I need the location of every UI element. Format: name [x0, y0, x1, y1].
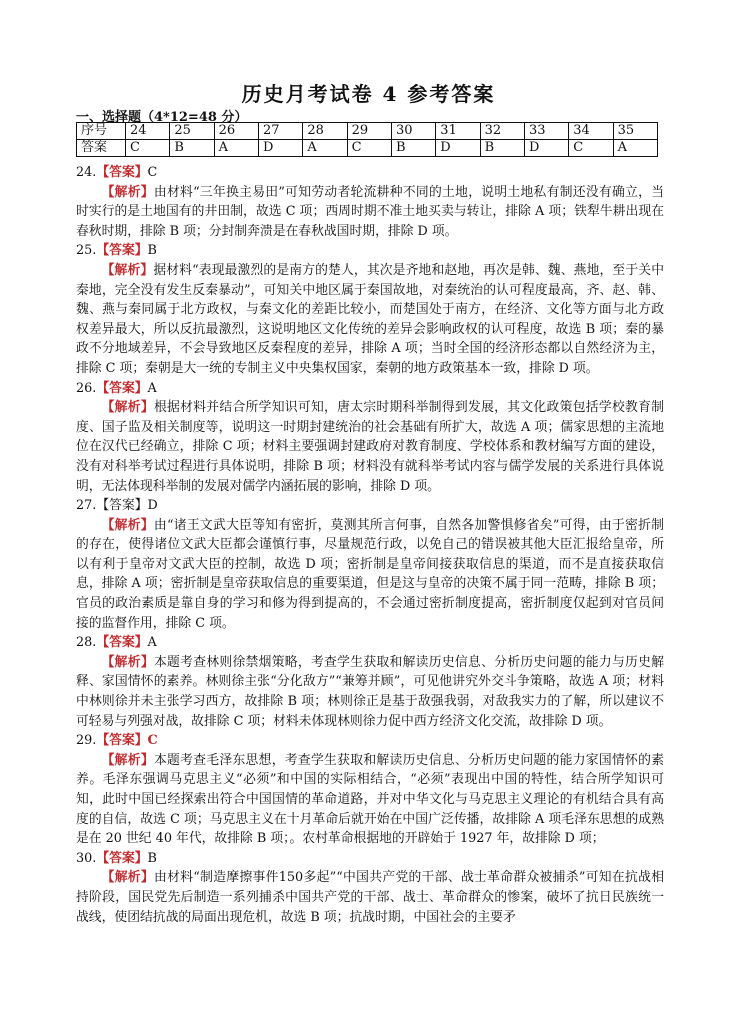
- table-cell: C: [126, 140, 170, 157]
- table-cell: B: [480, 140, 524, 157]
- row-label-number: 序号: [77, 123, 126, 140]
- table-cell: C: [347, 140, 391, 157]
- analysis-text: 本题考查毛泽东思想，考查学生获取和解读历史信息、分析历史问题的能力家国情怀的素养。毛泽东强调马克思主义“必须”和中国的实际相结合，“必须”表现出中国的特性，结合所学知识可知，此时中国已经探索出符合中国国情的革命道路，并对中华文化与马克思主义理论的有机结合具有高度的自信，故选 C 项；马克思主义在十月革命后就开始在中国广泛传播，故排除 A 项毛泽东思想的成熟是在 20 世纪 40 年代，故排除 B 项；。农村革命根据地的开辟始于 1927 年，故排除 D 项；: [76, 752, 664, 847]
- answer-value: C: [147, 733, 158, 749]
- answer-label: 【答案】: [96, 498, 148, 514]
- analysis-text: 由材料“制造摩擦事件150多起”“中国共产党的干部、战士革命群众被捕杀”可知在抗战相持阶段，国民党先后制造一系列捕杀中国共产党的干部、战士、革命群众的惨案，破坏了抗日民族统一战线，使团结抗战的局面出现危机，故选 B 项；抗战时期，中国社会的主要矛: [76, 870, 664, 925]
- question-number: 27.: [76, 498, 97, 514]
- table-cell: B: [391, 140, 435, 157]
- table-cell: A: [214, 140, 258, 157]
- answer-value: C: [147, 165, 158, 180]
- question-26-answer: [76, 379, 664, 399]
- analysis-label: 【解析】: [101, 262, 154, 278]
- question-30-answer: [76, 849, 664, 869]
- table-row-numbers: [77, 123, 658, 140]
- answer-label: 【答案】: [96, 243, 148, 259]
- question-28-answer: [76, 633, 664, 653]
- question-24-answer: [76, 163, 664, 183]
- table-cell: B: [170, 140, 214, 157]
- question-number: 24.: [76, 165, 97, 180]
- section-heading: 一、选择题（4*12=48 分）: [76, 110, 248, 125]
- analysis-label: 【解析】: [101, 752, 154, 768]
- table-cell: 24: [126, 123, 170, 140]
- table-cell: 31: [436, 123, 480, 140]
- question-30-analysis: [76, 868, 664, 927]
- table-row-answers: [77, 140, 658, 157]
- analysis-label: 【解析】: [101, 400, 154, 416]
- table-cell: D: [436, 140, 480, 157]
- question-29-answer: [76, 731, 664, 751]
- question-26-analysis: [76, 398, 664, 496]
- analysis-label: 【解析】: [101, 870, 154, 886]
- question-number: 25.: [76, 243, 97, 259]
- answer-label: 【答案】: [96, 635, 148, 651]
- answer-label: 【答案】: [96, 850, 148, 866]
- table-cell: 25: [170, 123, 214, 140]
- table-cell: 26: [214, 123, 258, 140]
- table-cell: 34: [569, 123, 613, 140]
- table-cell: A: [303, 140, 347, 157]
- question-number: 29.: [76, 733, 97, 749]
- analysis-label: 【解析】: [101, 184, 154, 200]
- question-number: 28.: [76, 635, 97, 651]
- answer-value: B: [147, 850, 157, 866]
- question-25-analysis: [76, 261, 664, 379]
- table-cell: D: [524, 140, 568, 157]
- analysis-text: 由“诸王文武大臣等知有密折，莫测其所言何事，自然各加警惧修省矣”可得，由于密折制的存在，使得诸位文武大臣都会谨慎行事，尽量规范行政，以免自己的错误被其他大臣汇报给皇帝，所以有利于皇帝对文武大臣的控制，故选 D 项；密折制是皇帝间接获取信息的渠道，而不是直接获取信息，排除 A 项；密折制是皇帝获取信息的重要渠道，但是这与皇帝的决策不属于同一范畴，排除 B 项；官员的政治素质是靠自身的学习和修为得到提高的，不会通过密折制度提高，密折制度仅起到对官员间接的监督作用，排除 C 项。: [76, 517, 664, 631]
- page-title: 历史月考试卷 4 参考答案: [241, 82, 496, 106]
- table-cell: 29: [347, 123, 391, 140]
- answer-value: D: [147, 498, 158, 514]
- row-label-answer: 答案: [77, 140, 126, 157]
- table-cell: 35: [613, 123, 657, 140]
- question-24-analysis: [76, 183, 664, 242]
- table-cell: 32: [480, 123, 524, 140]
- answer-label: 【答案】: [96, 733, 148, 749]
- question-number: 26.: [76, 380, 97, 396]
- table-cell: 28: [303, 123, 347, 140]
- question-29-analysis: [76, 751, 664, 849]
- table-cell: A: [613, 140, 657, 157]
- answer-label: 【答案】: [96, 165, 148, 180]
- analysis-text: 由材料“三年换主易田”可知劳动者轮流耕种不同的土地，说明土地私有制还没有确立，当时实行的是土地国有的井田制，故选 C 项；西周时期不准土地买卖与转让，排除 A 项；铁犁牛耕出现在春秋时期，排除 B 项；分封制奔溃是在春秋战国时期，排除 D 项。: [76, 184, 664, 239]
- analysis-text: 本题考查林则徐禁烟策略，考查学生获取和解读历史信息、分析历史问题的能力与历史解释、家国情怀的素养。林则徐主张“分化敌方”“兼筹并顾”，可见他讲究外交斗争策略，故选 A 项；材料中林则徐并未主张学习西方，故排除 B 项；林则徐正是基于敌强我弱，对敌我实力的了解，所以建议不可轻易与列强对战，故排除 C 项；材料未体现林则徐力促中西方经济文化交流，故排除 D 项。: [76, 654, 664, 729]
- answer-value: A: [147, 635, 157, 651]
- question-28-analysis: [76, 653, 664, 731]
- question-27-analysis: [76, 516, 664, 634]
- table-cell: 30: [391, 123, 435, 140]
- answer-value: B: [147, 243, 157, 259]
- table-cell: D: [258, 140, 302, 157]
- answer-label: 【答案】: [96, 380, 148, 396]
- analysis-label: 【解析】: [101, 654, 154, 670]
- table-cell: C: [569, 140, 613, 157]
- answer-table: [76, 122, 658, 157]
- table-cell: 27: [258, 123, 302, 140]
- answer-value: A: [147, 380, 157, 396]
- question-27-answer: [76, 496, 664, 516]
- analysis-text: 据材料“表现最激烈的是南方的楚人，其次是齐地和赵地，再次是韩、魏、燕地，至于关中秦地，完全没有发生反秦暴动”，可知关中地区属于秦国故地，对秦统治的认可程度最高，齐、赵、韩、魏、燕与秦同属于北方政权，与秦文化的差距比较小，而楚国处于南方，在经济、文化等方面与北方政权差异最大，所以反抗最激烈，这说明地区文化传统的差异会影响政权的认可程度，故选 B 项；秦的暴政不分地域差异，不会导致地区反秦程度的差异，排除 A 项；当时全国的经济形态都以自然经济为主，排除 C 项；秦朝是大一统的专制主义中央集权国家，秦朝的地方政策基本一致，排除 D 项。: [76, 262, 665, 376]
- answer-explanations: [76, 163, 664, 927]
- question-number: 30.: [76, 850, 97, 866]
- analysis-label: 【解析】: [101, 517, 154, 533]
- question-25-answer: [76, 241, 664, 261]
- table-cell: 33: [524, 123, 568, 140]
- analysis-text: 根据材料并结合所学知识可知，唐太宗时期科举制得到发展，其文化政策包括学校教育制度、国子监及相关制度等，说明这一时期封建统治的社会基础有所扩大，故选 A 项；儒家思想的主流地位在汉代已经确立，排除 C 项；材料主要强调封建政府对教育制度、学校体系和教材编写方面的建设，没有对科举考试过程进行具体说明，排除 B 项；材料没有就科举考试内容与儒学发展的关系进行具体说明，无法体现科举制的发展对儒学内涵拓展的影响，排除 D 项。: [76, 400, 664, 494]
